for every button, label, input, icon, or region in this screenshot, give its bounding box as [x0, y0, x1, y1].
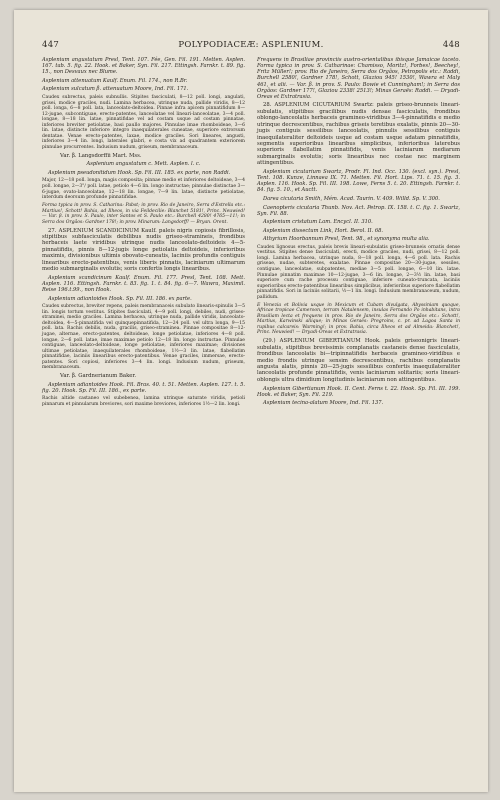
paragraph: Asplenium scandicinum Kaulf. Enum. Fil. 177. Presl, Tent. 108. Mett. Asplen. 116. Ettingsh. Farnkr. t. 83. fig. 1. t. 84. fig. 6—7. Wawra, Maximil. Reise 196.t.99., non Hook.	[42, 274, 245, 294]
page-number-left: 447	[42, 40, 60, 50]
paragraph: Var. β. Gardnerianum Baker.	[60, 373, 137, 380]
paragraph: 28. ASPLENIUM CICUTARIUM Swartz: paleis griseo-brunneis lineari-subulatis, stipitibus gracilibus nudis densae fasciculatis, frondibus oblongo-lanceolatis herbaceis gramineo-viridibus 3—4-pinnatifidis e medio utrinque decrescentibus, rachibus griseis teretibus exalatis, pinnis 20—30-jugis contiguis sessilibus lanceolatis, pinnulis sessilibus contiguis inaequilateraliter deltoideis usque ad costam usque adatam pinnatifidis, segmentis superioribus linearibus simplicibus, inferioribus laterebus superioris flabellatim pinnatifidis, venis laciniarum mediarum submarginalis evolutis; soris linearibus nec costae nec marginem attingentibus.	[257, 102, 460, 167]
paragraph: (29.) ASPLENIUM GIBERTIANUM Hook. paleis griseonigris lineari-subulatis, stipitibus brevissimis complanatis castaneis dense fasciculatis, frondibus lanceolatis bi—tripinnatifidis herbaceis gramineo-viridibus e medio frondis utrinque sensim decrescentibus, rachibus complanatis angusta alatis, pinnis 20—25-jugis sessilibus confertis inaequilateraliter lanceolatis profunde pinnatifidis, venis laciniarum solitariis; soris lineari-oblongis ultra dimidium longitudinis laciniarum non attingentibus.	[257, 338, 460, 383]
paragraph: E Venezia et Bolivia usque in Mexicum et Cubam divulgata, Abyssiniam quoque, Africae tropicae Cameroon, terram Natalensem, insulas Fernando Po inhabitans, intra Brasiliam lecta et frequens in prov. Rio de Janeiro, Serra dos Orgãos etc.: Schott!, Martius, Karwinski aliique; in Minas Geraës: Pregroins, c. pr. ad Lagoa Santa in rupibus calcareis: Warming!; in prov. Bahia, circa Ilheos et ad Almeida: Blanchet!, Princ. Neuwied! — Dryadi-Oreas et Extratrasia.	[257, 302, 460, 336]
paragraph: 27. ASPLENIUM SCANDICINUM Kaulf. paleis nigris copiosis fibrillosis, stipitibus subfasciculatis debilibus nudis griseo-stramineis, frondibus herbaceis laete viridibus utrinque nudis lanceolato-deltoideis 4—5-pinnatifidis, pinnis 8—12-jugis longe petiolatis deltoideis, inferioribus maximis, divisionibus ultimis obovato-cuneatis, laciniis profundis contiguis linearibus erecto-patentibus, venis liberis pinnatis, laciniarum ultimarum medio submarginalis evolutis; soris confertis longis linearibus.	[42, 227, 245, 273]
paragraph: Asplenium cicutarium Swartz, Prodr. Fl. Ind. Occ. 130. (excl. syn.). Presl, Tent. 108. Kunze, Linnaea IX. 71. Metten. Fil. Hort. Lips. 71. t. 15. fig. 3. Asplen. 116. Hook. Sp. Fil. III. 198. Lowe, Ferns 5. t. 20. Ettingsh. Farnkr. t. 84. fig. 5. 10., et Auctt.	[257, 168, 460, 194]
paragraph: Asplenium tecina-alatum Moore, Ind. Fil. 137.	[263, 400, 384, 407]
paragraph: Caenopteris cicutaria Thunb. Nov. Act. Petrop. IX. 158. t. C. fig. 1. Swartz, Syn. Fil. 88.	[257, 204, 460, 217]
paragraph: Var. β. Langsdorffii Mart. Mss.	[60, 152, 142, 159]
paragraph: Asplenium dissectum Link, Hort. Berol. II. 68.	[263, 227, 384, 234]
paragraph: Athyrium Hoorbannum Presl, Tent. 98., et synonyma multa alia.	[263, 236, 430, 243]
paragraph: Asplenium cristatum Lam. Encycl. II. 310.	[263, 219, 373, 226]
paragraph: Asplenium Gibertianum Hook. II. Cent. Ferns t. 22. Hook. Sp. Fil. III. 199. Hook. et Baker, Syn. Fil. 219.	[257, 385, 460, 398]
paragraph: Forma typica in prov. S. Catharina: Pabst; in prov. Rio de Janeiro, Serra d'Estrella etc.: Martius!, Schott! Bahia, ad Ilheos, in via Feildecilie: Blanchet 5181!, Princ. Neuwied! — Var. β. in prov. S. Paulo, inter Santos et S. Paulo etc.: Burchell 4280! 4765—11!; in Serra dos Orgãos: Gardner 178!; in prov. Minarum: Langsdorff! — Bryan. Orent.	[42, 203, 245, 225]
paragraph: Major, 12—18 poll. longa, magis composita; pinnae medio et inferiores deltoideae, 3—4 poll. longae, 2—3"/ poll. latae, petiolo 4—6 lin. longo instructae; pinnulae distinctae 3—6-jugae, ovato-lanceolatae, 12—18 lin. longae, 7—9 lin. latae, distincte petiolatae, interdum deorsum profunde pinnatifidae.	[42, 178, 245, 201]
paragraph: Asplenium pseudonitidum Hook. Sp. Fil. III. 185. ex parte, non Raddi.	[48, 169, 231, 176]
paragraph: Asplenium angustatum Presl, Tent. 107. Fée, Gen. Fil. 191. Metten. Asplen. 167. tab. 5. fig. 22. Hook. et Baker, Syn. Fil. 217. Ettingsh. Farnkr. t. 89. fig. 15., non Desvaux nec Blume.	[42, 57, 245, 76]
paragraph: Darea cicutaria Smith, Mém. Acad. Taurin. V. 409. Willd. Sp. V. 300.	[263, 195, 440, 202]
book-page	[14, 10, 488, 792]
running-header	[42, 40, 460, 54]
paragraph: Caudex subrectus, paleis subnullis. Stipites fasciculati, 8—12 poll. longi, angulati, grisei, modice graciles, nudi. Lamina herbacea, utrinque nuda, pallide viridis, 8—12 poll. longa, 6—8 poll. lata, lanceolato-deltoidea. Pinnae infra apicem pinnatifidum 8—12-jugae, subcontiguae, erecto-patentes, lanceolatae vel lineari-lanceolatae, 3—4 poll. longae, 8—18 lin. latae, pinnatifidae vel ad costam usque ad costam pinnatae, inferiores breviter petiolatae, basi paullo majores. Pinnulae imae rhomboideae, 3—6 lin. latae, distincte inferiore integro inaequilaterales cuneatae, superiore extrorsum dentatae. Venae erecto-patentes, laxae, modice graciles. Sori lineares, angusti, inferiores 3—4 lin. longi, laterales glabri, e costa vix ad quadrantem exteriorem pinnulae procurrentes. Indusium nudum, griseum, membranaceum.	[42, 94, 245, 150]
right-text-column	[257, 57, 460, 409]
paragraph: Asplenium attenuatum Kaulf. Enum. Fil. 174., non R.Br.	[42, 77, 188, 84]
running-title: POLYPODIACEÆ: ASPLENIUM.	[178, 40, 324, 50]
page-number-right: 448	[442, 40, 460, 50]
paragraph: Caudex subrectus, breviter repens, paleis membranaceis subulato linearis-spinulis 3—5 lin. longis tortum vestitus. Stipites fasciculati, 4—9 poll. longi, debiles, nudi, griseo-straminei, medio graciles. Lamina herbacea, utrinque nuda, pallide viridis, lanceolato-deltoidea, 4—5-pinnatifida vel quinquepinnatifida, 12—24 poll. vel ultra longa, 9—15 poll. lata. Rachis debilis, nuda, gracilis, griseo-straminea. Pinnae compositae 8—12-jugae, alternae, erecto-patentes, deltoideae, longe petiolatae, inferiores 4—8 poll. longae, 2—6 poll. latae, imae maximae petiolo 12—18 lin. longo instructae. Pinnulae contiguae, lanceolato-deltoideae, longe petiolatae, inferiores maximae; divisiones ultimae petiolatae, inaequilaterales rhomboideae, 1½—3 lin. latae, flabellatim pinnatifidae, laciniis linearibus erecto-patentibus. Venae graciles, immersae, erecto-patentes. Sori copiosi, inferiores 3—4 lin. longi. Indusium nudum, griseum, membranaceum.	[42, 304, 245, 371]
left-text-column	[42, 57, 245, 410]
paragraph: Asplenium sulcatum β. attenuatum Moore, Ind. Fil. 171.	[42, 86, 189, 93]
paragraph: Asplenium adiantoides Hook. Fil. Bras. 40. t. 51. Metten. Asplen. 127. t. 5. fig. 20. Hook. Sp. Fil. III. 186., ex parte.	[42, 381, 245, 394]
paragraph: Frequens in Brasiliae provinciis austro-orientalibus ibisque Jamaicae taceto. Forma typica in prov. S. Catharinae: Chamisso, Moritz!, Forbes!, Beechey!, Fritz Müller!; prov. Rio de Janeiro, Serra dos Orgãos, Petropolis etc.: Raddi, Burchell 2580!, Gardner 178!, Schott, Glaziou 945! 1530!, Wawra et Maly 461, et alii. — Var. β. in prov. S. Paulo: Bowie et Cunningham!; in Serra dos Orgãos: Gardner 177!, Glaziou 2338! 2513!; Minas Geraës: Raddi. — Dryadi-Oreas et Extratrasia.	[257, 57, 460, 100]
paragraph: Asplenium angustatum c. Mett. Asplen. l. c.	[86, 161, 201, 168]
paragraph: Asplenium adiantoides Hook. Sp. Fil. III. 186. ex parte.	[48, 295, 192, 302]
paragraph: Caudex lignosus erectus, paleis brevis lineari-subulatis griseo-brunneis ornatis dense vestitus. Stipites dense fasciculati, erecti, modice graciles, nudi, grisei, 8—12 poll. longi. Lamina herbacea, utrinque nuda, 8—18 poll. longa, 4—6 poll. lata. Rachis griseae, nudae, subteretes, exalatae. Pinnae compositae 20—30-jugae, sessiles, contiguae, lanceolatae, subpatentes, mediae 3—5 poll. longae, 6—10 lin. latae. Pinnulae pinnatim maximae 10—12-jugae, 3—6 lin. longae, 2—3½ lin. latae, basi superiore cum rache processu contiguae, inferiore cuneato-truncata, laciniis superioribus erecto-patentibus linearibus simplicibus, inferioribus superiore flabellatim pinnatifidis. Sori in laciniis solitarii, ½—1 lin. longi. Indusium membranaceum, nudum, pallidum.	[257, 244, 460, 300]
paragraph: Rachis altide castaneo vel subebenea, lamina utrinque saturate viridis, petioli pinnarum et pinnularum breviores, sori maxime breviores, inferiores 1½—2 lin. longi.	[42, 396, 245, 407]
